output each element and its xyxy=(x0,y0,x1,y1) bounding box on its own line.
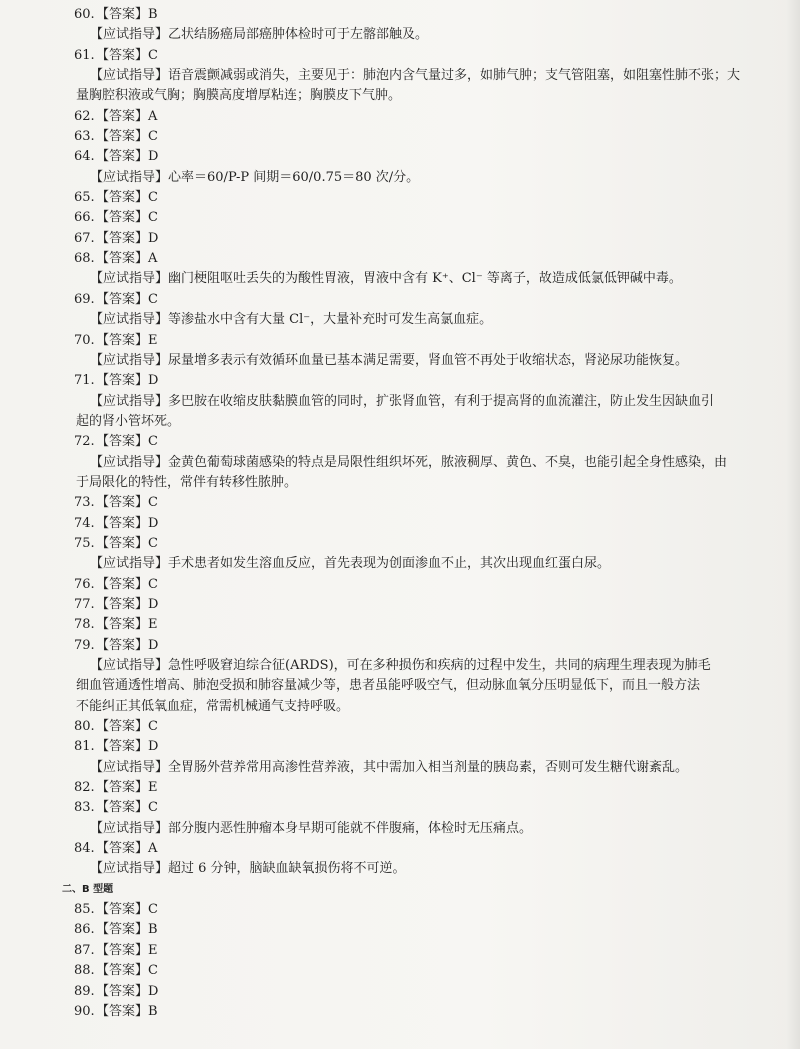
question-number: 66. xyxy=(74,210,95,226)
guidance-line xyxy=(74,351,790,371)
question-number: 61. xyxy=(74,47,95,63)
question-number: 83. xyxy=(74,800,95,816)
answer-label: 【答案】 xyxy=(96,637,149,653)
answer-label: 【答案】 xyxy=(96,922,149,938)
question-number: 81. xyxy=(74,739,95,755)
page-edge-shadow xyxy=(786,0,800,1049)
guidance-text: 心率＝60/P-P 间期＝60/0.75＝80 次/分。 xyxy=(168,169,420,185)
answer-line xyxy=(74,249,790,269)
answer-label: 【答案】 xyxy=(96,902,149,918)
answer-label: 【答案】 xyxy=(96,780,149,796)
guidance-line xyxy=(74,758,790,778)
question-number: 68. xyxy=(74,251,95,267)
answer-line xyxy=(74,208,790,228)
answer-value: C xyxy=(148,129,158,145)
question-number: 70. xyxy=(74,332,95,348)
guidance-line xyxy=(74,269,790,289)
question-number: 62. xyxy=(74,108,95,124)
guidance-label: 【应试指导】 xyxy=(90,352,169,368)
guidance-text: 多巴胺在收缩皮肤黏膜血管的同时，扩张肾血管，有利于提高肾的血流灌注，防止发生因缺血引 xyxy=(168,393,715,409)
question-number: 87. xyxy=(74,942,95,958)
guidance-line xyxy=(74,66,790,86)
answer-value: E xyxy=(148,617,158,633)
question-number: 75. xyxy=(74,535,95,551)
answer-label: 【答案】 xyxy=(96,108,149,124)
answer-value: A xyxy=(148,108,158,124)
question-number: 82. xyxy=(74,780,95,796)
answer-label: 【答案】 xyxy=(96,841,149,857)
question-number: 71. xyxy=(74,373,95,389)
guidance-label: 【应试指导】 xyxy=(90,556,169,572)
answer-label: 【答案】 xyxy=(96,495,149,511)
answer-label: 【答案】 xyxy=(96,515,149,531)
guidance-text: 金黄色葡萄球菌感染的特点是局限性组织坏死，脓液稠厚、黄色、不臭，也能引起全身性感染，由 xyxy=(168,454,728,470)
guidance-text: 超过 6 分钟，脑缺血缺氧损伤将不可逆。 xyxy=(168,861,406,877)
guidance-label: 【应试指导】 xyxy=(90,454,169,470)
guidance-label: 【应试指导】 xyxy=(90,68,169,84)
answer-value: C xyxy=(148,535,158,551)
guidance-line xyxy=(74,392,790,412)
answer-value: D xyxy=(148,983,159,999)
answer-value: C xyxy=(148,902,158,918)
question-number: 60. xyxy=(74,7,95,22)
answer-value: D xyxy=(148,149,159,165)
answer-label: 【答案】 xyxy=(96,942,149,958)
question-number: 67. xyxy=(74,230,95,246)
answer-value: E xyxy=(148,942,158,958)
answer-label: 【答案】 xyxy=(96,576,149,592)
answer-label: 【答案】 xyxy=(96,210,149,226)
answer-label: 【答案】 xyxy=(96,291,149,307)
answer-line xyxy=(74,493,790,513)
answer-value: B xyxy=(148,1003,158,1019)
guidance-continuation: 细血管通透性增高、肺泡受损和肺容量减少等，患者虽能呼吸空气，但动脉血氧分压明显低下，而且一般方法 xyxy=(76,678,701,694)
answer-line xyxy=(74,432,790,452)
answer-label: 【答案】 xyxy=(96,800,149,816)
answer-line xyxy=(74,127,790,147)
answer-value: E xyxy=(148,780,158,796)
answer-line xyxy=(74,595,790,615)
answer-value: A xyxy=(148,841,158,857)
guidance-text: 急性呼吸窘迫综合征(ARDS)，可在多种损伤和疾病的过程中发生，共同的病理生理表现为肺毛 xyxy=(168,658,711,673)
answer-label: 【答案】 xyxy=(96,739,149,755)
answer-value: E xyxy=(148,332,158,348)
guidance-label: 【应试指导】 xyxy=(90,271,169,287)
answer-value: D xyxy=(148,373,159,389)
answer-line xyxy=(74,229,790,249)
guidance-line xyxy=(74,819,790,839)
guidance-continuation: 于局限化的特性，常伴有转移性脓肿。 xyxy=(76,474,298,490)
answer-line xyxy=(74,331,790,351)
answer-label: 【答案】 xyxy=(96,149,149,165)
answer-key-content xyxy=(62,5,790,1022)
answer-value: C xyxy=(148,719,158,735)
answer-label: 【答案】 xyxy=(96,617,149,633)
question-number: 64. xyxy=(74,149,95,165)
question-number: 79. xyxy=(74,637,95,653)
answer-line xyxy=(74,982,790,1002)
question-number: 76. xyxy=(74,576,95,592)
guidance-label: 【应试指导】 xyxy=(90,27,169,43)
guidance-text: 幽门梗阻呕吐丢失的为酸性胃液，胃液中含有 K⁺、Cl⁻ 等离子，故造成低氯低钾碱中毒。 xyxy=(168,271,682,287)
answer-value: C xyxy=(148,291,158,307)
guidance-line xyxy=(74,554,790,574)
answer-line xyxy=(74,636,790,656)
answer-line xyxy=(74,575,790,595)
guidance-line xyxy=(74,859,790,879)
guidance-text: 部分腹内恶性肿瘤本身早期可能就不伴腹痛，体检时无压痛点。 xyxy=(168,820,533,836)
question-number: 85. xyxy=(74,902,95,918)
answer-label: 【答案】 xyxy=(96,535,149,551)
answer-label: 【答案】 xyxy=(96,47,149,63)
question-number: 65. xyxy=(74,190,95,206)
answer-value: C xyxy=(148,963,158,979)
question-number: 78. xyxy=(74,617,95,633)
answer-value: C xyxy=(148,190,158,206)
guidance-text: 全胃肠外营养常用高渗性营养液，其中需加入相当剂量的胰岛素，否则可发生糖代谢紊乱。 xyxy=(168,759,689,775)
guidance-label: 【应试指导】 xyxy=(90,861,169,877)
guidance-label: 【应试指导】 xyxy=(90,393,169,409)
guidance-line xyxy=(74,453,790,473)
guidance-continuation: 起的肾小管坏死。 xyxy=(76,413,181,429)
guidance-label: 【应试指导】 xyxy=(90,759,169,775)
answer-label: 【答案】 xyxy=(96,434,149,450)
guidance-line xyxy=(74,656,790,676)
guidance-text: 尿量增多表示有效循环血量已基本满足需要，肾血管不再处于收缩状态，肾泌尿功能恢复。 xyxy=(168,352,689,368)
answer-label: 【答案】 xyxy=(96,190,149,206)
answer-label: 【答案】 xyxy=(96,983,149,999)
answer-value: C xyxy=(148,47,158,63)
question-number: 74. xyxy=(74,515,95,531)
answer-value: D xyxy=(148,230,159,246)
guidance-label: 【应试指导】 xyxy=(90,169,169,185)
guidance-label: 【应试指导】 xyxy=(90,820,169,836)
answer-label: 【答案】 xyxy=(96,1003,149,1019)
answer-value: B xyxy=(148,7,158,22)
answer-line xyxy=(74,371,790,391)
answer-line xyxy=(74,188,790,208)
question-number: 72. xyxy=(74,434,95,450)
answer-value: C xyxy=(148,800,158,816)
answer-line xyxy=(74,534,790,554)
answer-label: 【答案】 xyxy=(96,129,149,145)
guidance-label: 【应试指导】 xyxy=(90,658,169,673)
answer-line xyxy=(74,290,790,310)
answer-line xyxy=(74,717,790,737)
answer-value: C xyxy=(148,434,158,450)
question-number: 88. xyxy=(74,963,95,979)
guidance-line xyxy=(74,168,790,188)
answer-line xyxy=(74,778,790,798)
guidance-line xyxy=(74,310,790,330)
answer-line xyxy=(74,839,790,859)
answer-line xyxy=(74,46,790,66)
answer-label: 【答案】 xyxy=(96,230,149,246)
answer-label: 【答案】 xyxy=(96,332,149,348)
guidance-continuation: 量胸腔积液或气胸；胸膜高度增厚粘连；胸膜皮下气肿。 xyxy=(76,88,402,104)
answer-line xyxy=(74,147,790,167)
guidance-label: 【应试指导】 xyxy=(90,312,169,328)
question-number: 77. xyxy=(74,596,95,612)
answer-label: 【答案】 xyxy=(96,719,149,735)
guidance-line xyxy=(74,25,790,45)
answer-line xyxy=(74,961,790,981)
answer-value: D xyxy=(148,515,159,531)
answer-line xyxy=(74,615,790,635)
answer-value: B xyxy=(148,922,158,938)
answer-value: C xyxy=(148,210,158,226)
answer-label: 【答案】 xyxy=(96,7,149,22)
answer-line xyxy=(74,107,790,127)
answer-value: D xyxy=(148,596,159,612)
question-number: 86. xyxy=(74,922,95,938)
answer-value: A xyxy=(148,251,158,267)
guidance-continuation: 不能纠正其低氧血症，常需机械通气支持呼吸。 xyxy=(76,698,350,714)
question-number: 63. xyxy=(74,129,95,145)
answer-line xyxy=(74,737,790,757)
guidance-text: 乙状结肠癌局部癌肿体检时可于左髂部触及。 xyxy=(168,27,429,43)
answer-value: C xyxy=(148,495,158,511)
question-number: 80. xyxy=(74,719,95,735)
answer-value: D xyxy=(148,637,159,653)
guidance-text: 手术患者如发生溶血反应，首先表现为创面渗血不止，其次出现血红蛋白尿。 xyxy=(168,556,611,572)
answer-line xyxy=(74,1002,790,1022)
section-heading: 二、B 型题 xyxy=(62,883,114,895)
answer-line xyxy=(74,941,790,961)
answer-line xyxy=(74,514,790,534)
question-number: 89. xyxy=(74,983,95,999)
answer-line xyxy=(74,5,790,25)
answer-label: 【答案】 xyxy=(96,963,149,979)
answer-line xyxy=(74,920,790,940)
question-number: 90. xyxy=(74,1003,95,1019)
answer-label: 【答案】 xyxy=(96,596,149,612)
answer-label: 【答案】 xyxy=(96,251,149,267)
guidance-text: 等渗盐水中含有大量 Cl⁻，大量补充时可发生高氯血症。 xyxy=(168,312,493,328)
answer-line xyxy=(74,798,790,818)
question-number: 84. xyxy=(74,841,95,857)
answer-value: C xyxy=(148,576,158,592)
answer-line xyxy=(74,900,790,920)
question-number: 69. xyxy=(74,291,95,307)
answer-value: D xyxy=(148,739,159,755)
guidance-text: 语音震颤减弱或消失，主要见于：肺泡内含气量过多，如肺气肿；支气管阻塞，如阻塞性肺不张；大 xyxy=(168,68,741,84)
question-number: 73. xyxy=(74,495,95,511)
answer-label: 【答案】 xyxy=(96,373,149,389)
